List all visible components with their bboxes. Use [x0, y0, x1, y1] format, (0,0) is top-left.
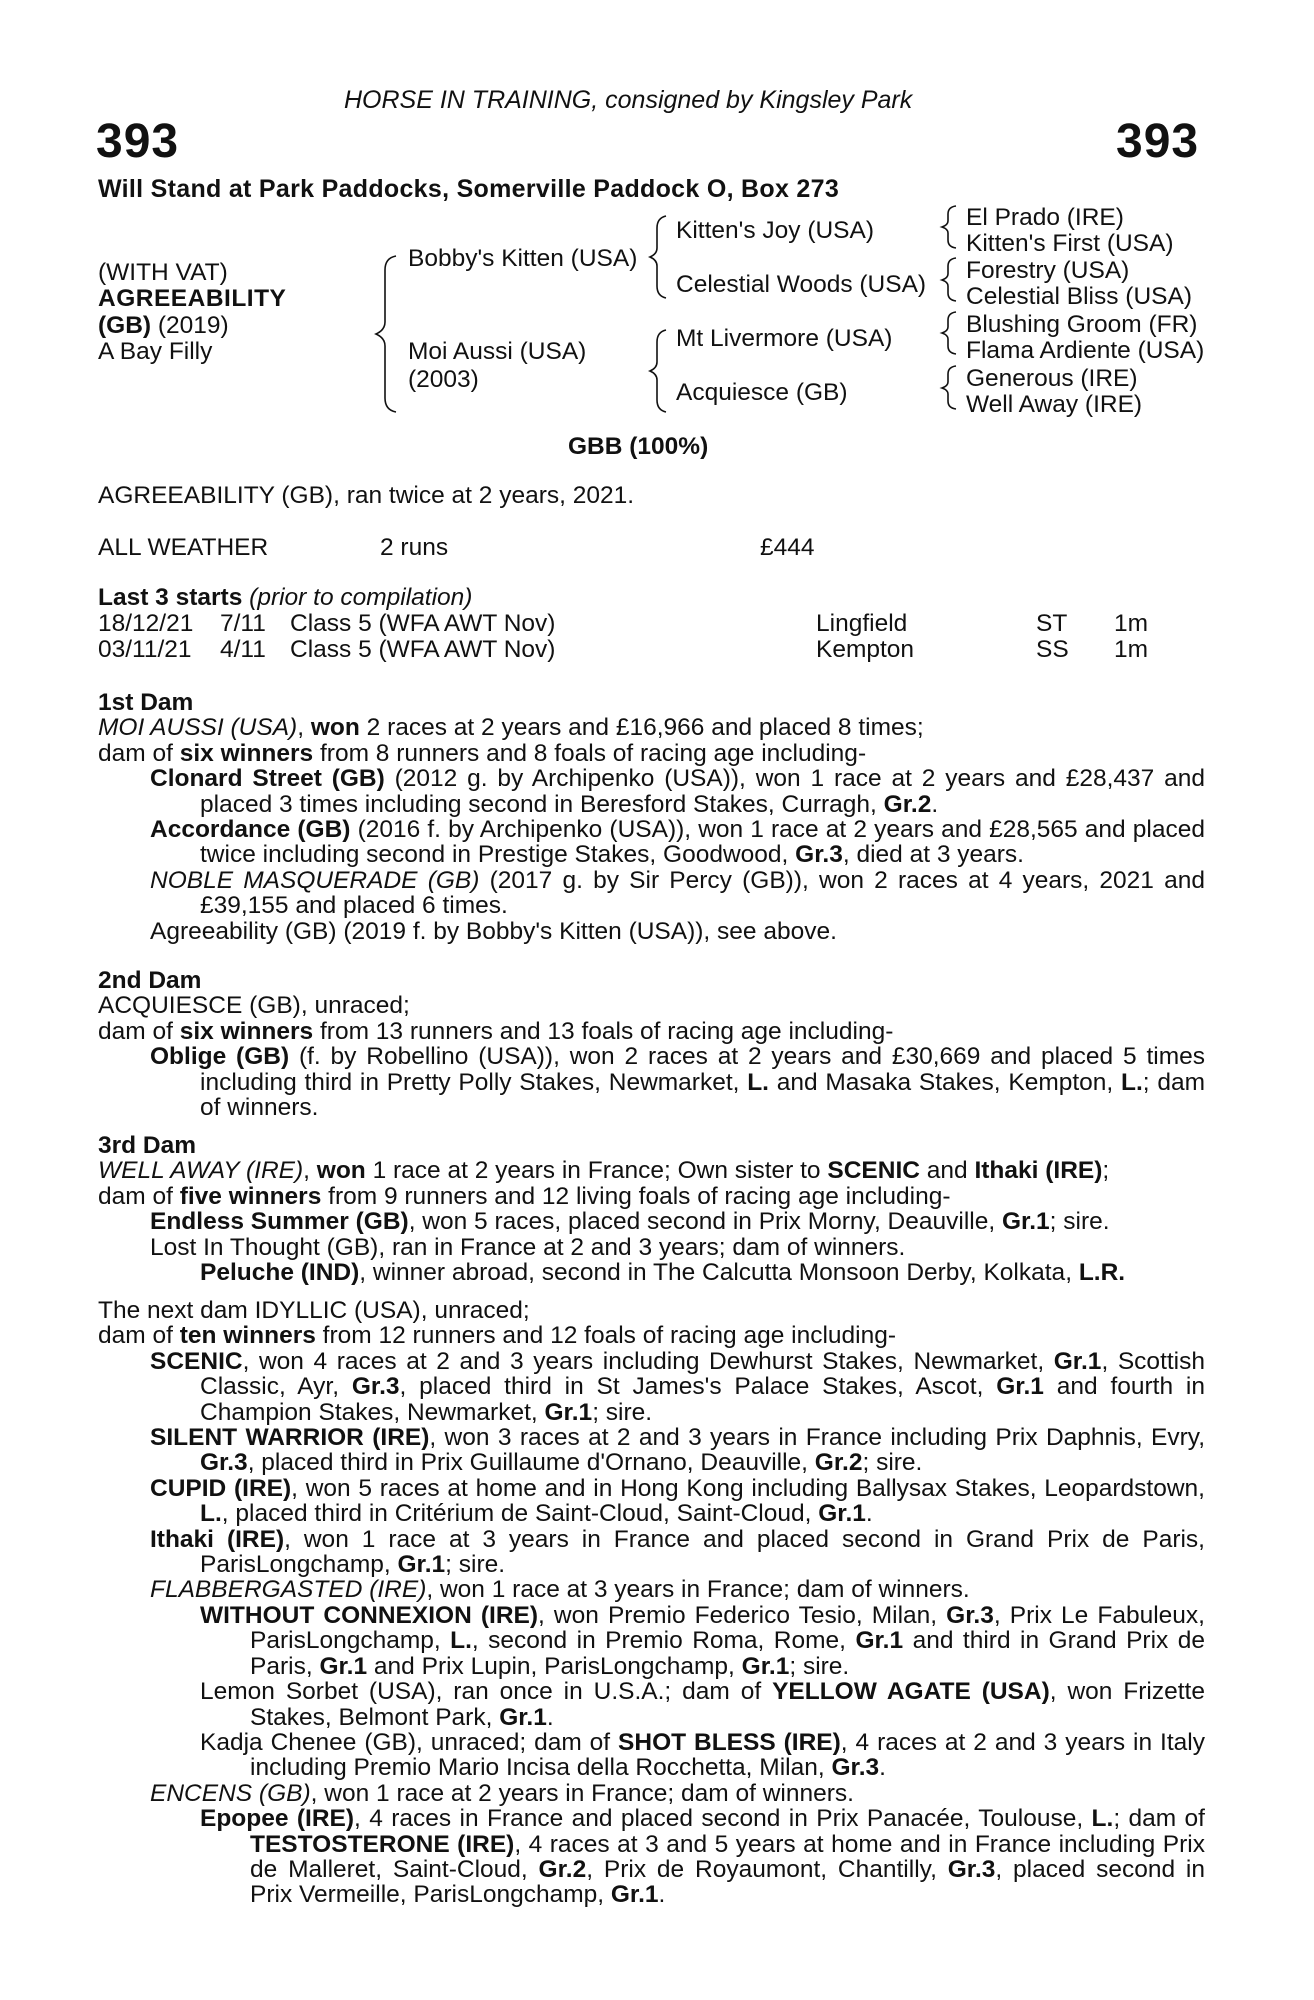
horse-name: AGREEABILITY — [98, 285, 287, 312]
start-date: 03/11/21 — [98, 636, 192, 663]
produce-entry: Endless Summer (GB), won 5 races, placed second in Prix Morny, Deauville, Gr.1; sire. — [150, 1208, 1110, 1236]
start-distance: 1m — [1114, 636, 1149, 663]
pedigree-gen3-5: Blushing Groom (FR) — [966, 311, 1198, 338]
second-dam-line: ACQUIESCE (GB), unraced; — [98, 992, 410, 1020]
produce-entry: Kadja Chenee (GB), unraced; dam of SHOT BLESS (IRE), 4 races at 2 and 3 years in Italy including Premio Mario Incisa della Rocchetta, Milan, Gr.3. — [200, 1728, 1205, 1782]
pedigree-gen3-7: Generous (IRE) — [966, 365, 1138, 392]
third-dam-section — [98, 1133, 1205, 1285]
horse-year: (2019) — [151, 312, 229, 339]
produce-entry: SILENT WARRIOR (IRE), won 3 races at 2 and 3 years in France including Prix Daphnis, Evry, Gr.3, placed third in Prix Guillaume d'Ornano, Deauville, Gr.2; sire. — [150, 1424, 1205, 1477]
pedigree-dam: Moi Aussi (USA) — [408, 338, 587, 365]
pedigree-sire-sire: Kitten's Joy (USA) — [676, 217, 875, 244]
pedigree-gen3-6: Flama Ardiente (USA) — [966, 337, 1205, 364]
first-dam-line: MOI AUSSI (USA), won 2 races at 2 years and £16,966 and placed 8 times; — [98, 714, 924, 742]
start-distance: 1m — [1114, 610, 1149, 637]
pedigree-gen3-1: El Prado (IRE) — [966, 204, 1124, 231]
second-dam-produce-line: dam of six winners from 13 runners and 13 foals of racing age including- — [98, 1017, 894, 1045]
pedigree-dam-dam: Acquiesce (GB) — [676, 379, 848, 406]
produce-entry: FLABBERGASTED (IRE), won 1 race at 3 years in France; dam of winners. — [150, 1576, 970, 1604]
produce-entry: ENCENS (GB), won 1 race at 2 years in France; dam of winners. — [150, 1779, 854, 1807]
produce-entry: Ithaki (IRE), won 1 race at 3 years in France and placed second in Grand Prix de Paris, ParisLongchamp, Gr.1; sire. — [150, 1525, 1205, 1579]
race-record-summary: AGREEABILITY (GB), ran twice at 2 years, 2021. — [98, 482, 635, 509]
lot-number-right: 393 — [1116, 115, 1200, 168]
third-dam-heading: 3rd Dam — [98, 1132, 197, 1159]
lot-number-left: 393 — [96, 115, 180, 168]
rating: GBB (100%) — [568, 433, 709, 460]
pedigree-gen3-8: Well Away (IRE) — [966, 391, 1143, 418]
catalogue-subtitle: HORSE IN TRAINING, consigned by Kingsley Park — [344, 86, 913, 114]
produce-entry: Epopee (IRE), 4 races in France and placed second in Prix Panacée, Toulouse, L.; dam of TESTOSTERONE (IRE), 4 races at 3 and 5 years at home and in France including Prix de Malleret, Saint-Cloud, Gr.2, Prix de Royaumont, Chantilly, Gr.3, placed second in Prix Vermeille, ParisLongchamp, Gr.1. — [200, 1805, 1205, 1909]
pedigree-gen3-2: Kitten's First (USA) — [966, 230, 1174, 257]
third-dam-produce-line: dam of five winners from 9 runners and 12 living foals of racing age including- — [98, 1182, 951, 1210]
surface-runs: 2 runs — [380, 534, 449, 561]
start-position: 7/11 — [220, 610, 266, 637]
produce-entry: Agreeability (GB) (2019 f. by Bobby's Kitten (USA)), see above. — [150, 917, 837, 945]
fourth-dam-section — [98, 1298, 1205, 1908]
produce-entry: NOBLE MASQUERADE (GB) (2017 g. by Sir Percy (GB)), won 2 races at 4 years, 2021 and £39,155 and placed 6 times. — [150, 866, 1206, 920]
second-dam-section — [98, 968, 1205, 1120]
pedigree-gen3-3: Forestry (USA) — [966, 257, 1130, 284]
produce-entry: Oblige (GB) (f. by Robellino (USA)), won 2 races at 2 years and £30,669 and placed 5 times including third in Pretty Polly Stakes, Newmarket, L. and Masaka Stakes, Kempton, L.; dam of winners. — [150, 1043, 1205, 1122]
pedigree-gen3-4: Celestial Bliss (USA) — [966, 283, 1192, 310]
pedigree-dam-sire: Mt Livermore (USA) — [676, 325, 893, 352]
start-race: Class 5 (WFA AWT Nov) — [290, 610, 556, 637]
surface-earnings: £444 — [760, 534, 815, 561]
produce-entry: CUPID (IRE), won 5 races at home and in Hong Kong including Ballysax Stakes, Leopardstown, L., placed third in Critérium de Saint-Cloud, Saint-Cloud, Gr.1. — [150, 1474, 1205, 1528]
start-position: 4/11 — [220, 636, 266, 663]
horse-country: (GB) — [98, 312, 152, 339]
start-course: Lingfield — [816, 610, 908, 637]
produce-entry: Accordance (GB) (2016 f. by Archipenko (USA)), won 1 race at 2 years and £28,565 and placed twice including second in Prestige Stakes, Goodwood, Gr.3, died at 3 years. — [150, 816, 1205, 869]
produce-entry: Lost In Thought (GB), ran in France at 2 and 3 years; dam of winners. — [150, 1233, 906, 1261]
start-going: ST — [1036, 610, 1068, 637]
start-race: Class 5 (WFA AWT Nov) — [290, 636, 556, 663]
start-going: SS — [1036, 636, 1069, 663]
start-date: 18/12/21 — [98, 610, 194, 637]
produce-entry: Peluche (IND), winner abroad, second in The Calcutta Monsoon Derby, Kolkata, L.R. — [200, 1259, 1126, 1287]
pedigree-sire-dam: Celestial Woods (USA) — [676, 271, 927, 298]
first-dam-section — [98, 690, 1205, 944]
fourth-dam-produce-line: dam of ten winners from 12 runners and 12 foals of racing age including- — [98, 1322, 897, 1350]
second-dam-heading: 2nd Dam — [98, 967, 202, 994]
surface-label: ALL WEATHER — [98, 534, 269, 561]
pedigree-dam-year: (2003) — [408, 366, 479, 393]
fourth-dam-line: The next dam IDYLLIC (USA), unraced; — [98, 1297, 530, 1324]
produce-entry: Clonard Street (GB) (2012 g. by Archipenko (USA)), won 1 race at 2 years and £28,437 and placed 3 times including second in Beresford Stakes, Curragh, Gr.2. — [150, 765, 1205, 818]
start-course: Kempton — [816, 636, 915, 663]
horse-description: A Bay Filly — [98, 338, 213, 365]
vat-note: (WITH VAT) — [98, 259, 228, 286]
stand-location: Will Stand at Park Paddocks, Somerville Paddock O, Box 273 — [98, 175, 840, 203]
produce-entry: SCENIC, won 4 races at 2 and 3 years including Dewhurst Stakes, Newmarket, Gr.1, Scottish Classic, Ayr, Gr.3, placed third in St James's Palace Stakes, Ascot, Gr.1 and fourth in Champion Stakes, Newmarket, Gr.1; sire. — [150, 1347, 1205, 1426]
third-dam-line: WELL AWAY (IRE), won 1 race at 2 years in France; Own sister to SCENIC and Ithaki (IRE); — [98, 1157, 1110, 1185]
produce-entry: WITHOUT CONNEXION (IRE), won Premio Federico Tesio, Milan, Gr.3, Prix Le Fabuleux, ParisLongchamp, L., second in Premio Roma, Rome, Gr.1 and third in Grand Prix de Paris, Gr.1 and Prix Lupin, ParisLongchamp, Gr.1; sire. — [200, 1601, 1205, 1680]
first-dam-produce-line: dam of six winners from 8 runners and 8 foals of racing age including- — [98, 739, 867, 767]
last-starts-heading: Last 3 starts (prior to compilation) — [98, 584, 473, 611]
produce-entry: Lemon Sorbet (USA), ran once in U.S.A.; dam of YELLOW AGATE (USA), won Frizette Stakes, Belmont Park, Gr.1. — [200, 1678, 1205, 1731]
pedigree-sire: Bobby's Kitten (USA) — [408, 245, 638, 272]
first-dam-heading: 1st Dam — [98, 689, 194, 716]
